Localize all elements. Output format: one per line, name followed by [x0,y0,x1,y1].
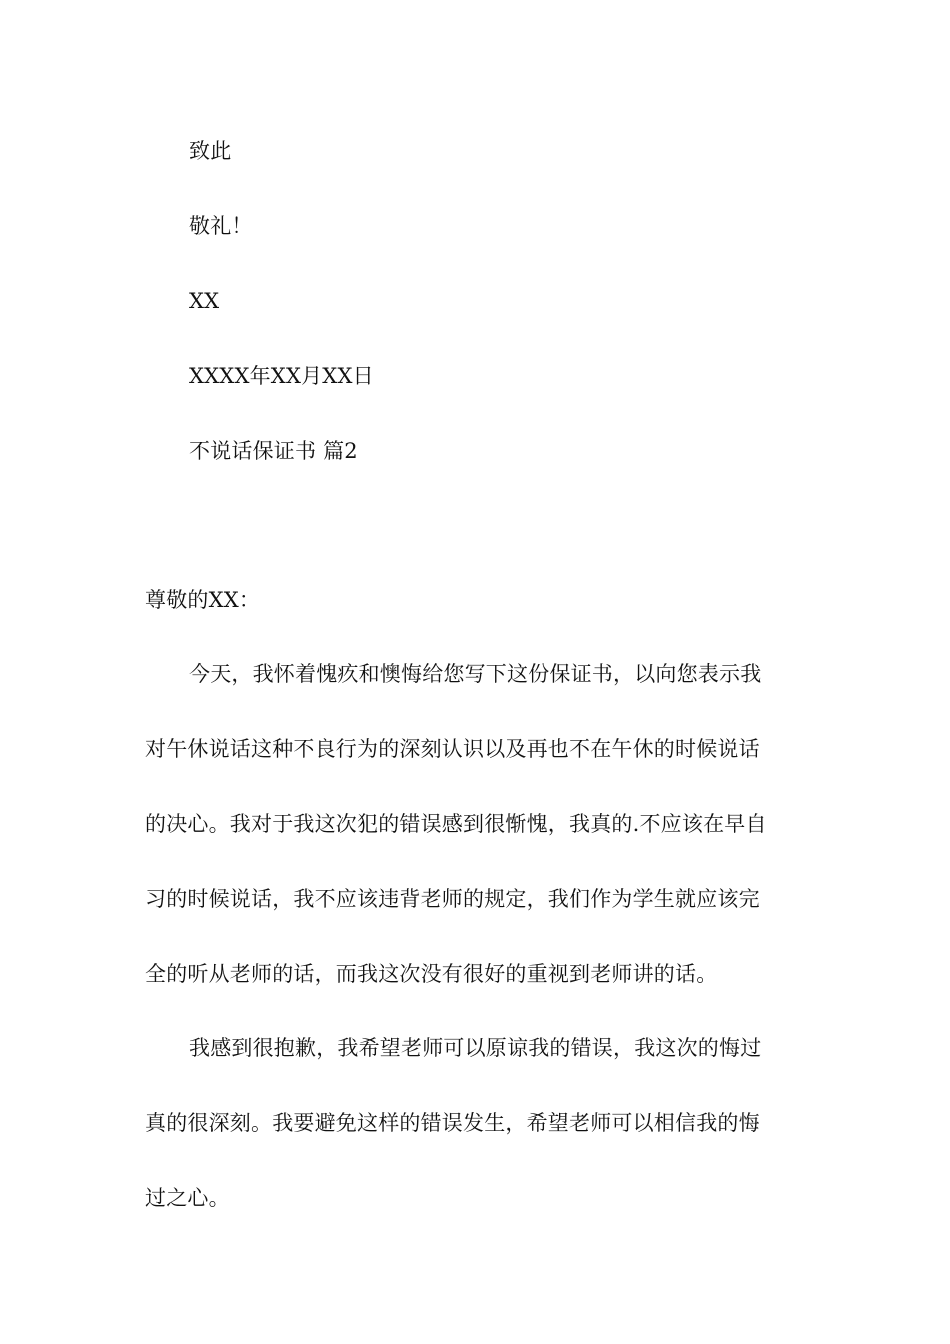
closing-line-1: 致此 [189,139,232,163]
paragraph1-line-4: 习的时候说话，我不应该违背老师的规定，我们作为学生就应该完 [145,887,760,911]
signature: XX [189,289,220,313]
salutation: 尊敬的XX： [145,588,261,612]
section-title: 不说话保证书 篇2 [189,439,358,463]
date: XXXX年XX月XX日 [189,364,374,388]
paragraph2-line-3: 过之心。 [145,1186,230,1210]
paragraph1-line-5: 全的听从老师的话，而我这次没有很好的重视到老师讲的话。 [145,962,718,986]
paragraph1-line-3: 的决心。我对于我这次犯的错误感到很惭愧，我真的.不应该在早自 [145,812,767,836]
paragraph2-line-2: 真的很深刻。我要避免这样的错误发生，希望老师可以相信我的悔 [145,1111,760,1135]
closing-line-2: 敬礼！ [189,214,253,238]
paragraph2-line-1: 我感到很抱歉，我希望老师可以原谅我的错误，我这次的悔过 [189,1036,762,1060]
paragraph1-line-2: 对午休说话这种不良行为的深刻认识以及再也不在午休的时候说话 [145,737,760,761]
paragraph1-line-1: 今天，我怀着愧疚和懊悔给您写下这份保证书，以向您表示我 [189,662,762,686]
